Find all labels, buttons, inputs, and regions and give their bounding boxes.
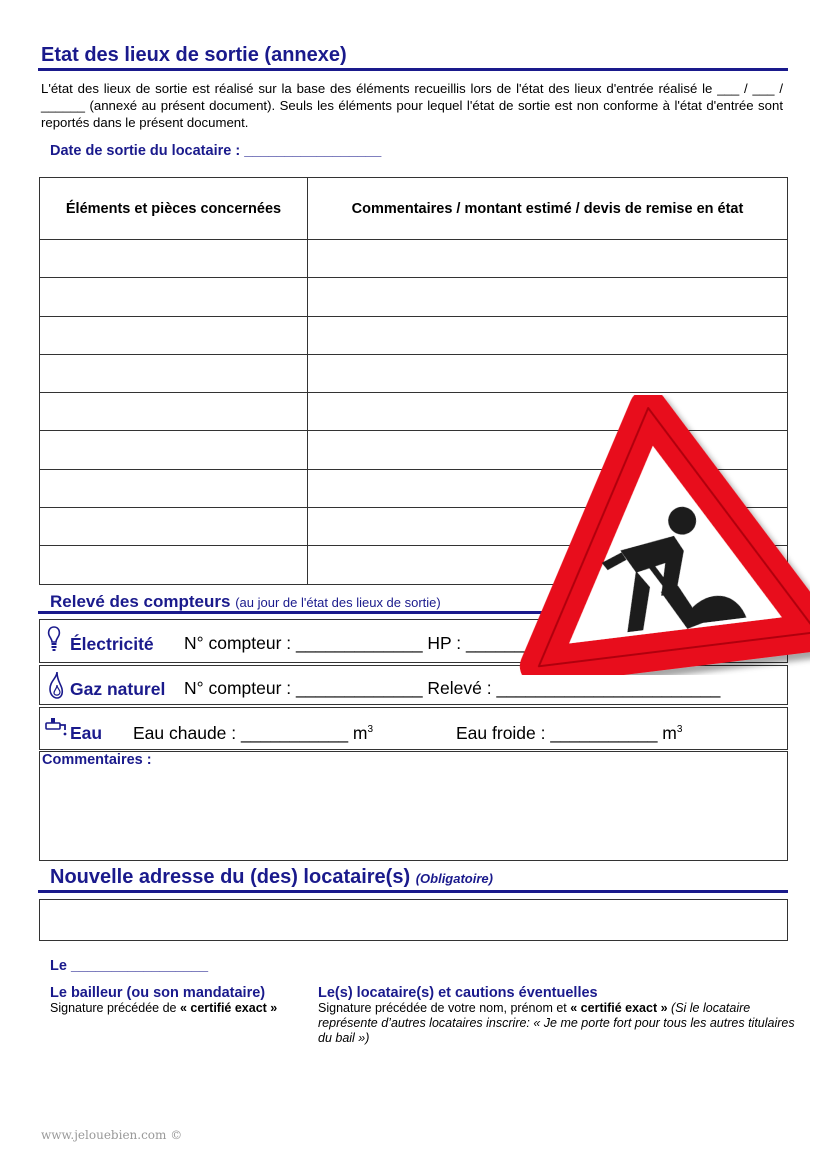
adresse-heading-note: (Obligatoire)	[415, 871, 493, 886]
commentaire-cell[interactable]	[308, 240, 788, 278]
eau-row[interactable]	[39, 707, 788, 750]
bailleur-heading: Le bailleur (ou son mandataire)	[50, 985, 266, 1001]
adresse-rule	[38, 890, 788, 893]
table-row	[40, 278, 788, 316]
element-cell[interactable]	[40, 431, 308, 469]
le-date-field[interactable]: Le _________________	[50, 958, 209, 974]
adresse-heading-text: Nouvelle adresse du (des) locataire(s)	[50, 866, 411, 888]
commentaire-cell[interactable]	[308, 316, 788, 354]
meters-heading-text: Relevé des compteurs	[50, 592, 231, 611]
locataires-signature-block	[318, 985, 798, 1046]
eau-chaude-text: Eau chaude : ___________ m	[133, 723, 368, 743]
table-row	[40, 240, 788, 278]
eau-chaude-field[interactable]	[133, 723, 373, 744]
eau-froide-field[interactable]	[456, 723, 682, 744]
eau-chaude-unit-exponent: 3	[367, 724, 374, 736]
commentaire-cell[interactable]	[308, 354, 788, 392]
table-row	[40, 354, 788, 392]
bailleur-instructions	[50, 1001, 310, 1016]
locataires-text-italic: (Si le locataire représente d’autres locataires inscrire: « Je me porte fort pour tous les autres titulaires du bail »)	[318, 1001, 795, 1045]
faucet-icon	[44, 717, 68, 742]
flame-icon	[48, 671, 64, 704]
element-cell[interactable]	[40, 508, 308, 546]
element-cell[interactable]	[40, 240, 308, 278]
electricite-label: Électricité	[70, 634, 154, 654]
meters-heading	[50, 592, 441, 612]
element-cell[interactable]	[40, 469, 308, 507]
date-sortie-field[interactable]: Date de sortie du locataire : _________________	[50, 143, 382, 159]
adresse-heading	[50, 866, 493, 889]
lightbulb-icon	[46, 626, 62, 657]
page-title: Etat des lieux de sortie (annexe)	[41, 44, 347, 66]
footer-copyright: www.jelouebien.com ©	[41, 1128, 183, 1142]
eau-froide-unit-exponent: 3	[676, 724, 683, 736]
element-cell[interactable]	[40, 278, 308, 316]
bailleur-text-plain: Signature précédée de	[50, 1001, 177, 1015]
table-row	[40, 316, 788, 354]
locataires-heading: Le(s) locataire(s) et cautions éventuelles	[318, 985, 598, 1001]
meters-heading-note: (au jour de l'état des lieux de sortie)	[235, 595, 441, 610]
intro-paragraph: L'état des lieux de sortie est réalisé sur la base des éléments recueillis lors de l'état des lieux d'entrée réalisé le ___ / ___ / ______ (annexé au présent document). Seuls les éléments pour lequel l'état de sortie est non conforme à l'état d'entrée sont reportés dans le présent document.	[41, 81, 783, 130]
eau-label: Eau	[70, 723, 103, 743]
adresse-field[interactable]	[39, 899, 788, 941]
column-header-commentaires: Commentaires / montant estimé / devis de remise en état	[308, 178, 788, 240]
bailleur-text-bold: « certifié exact »	[179, 1001, 278, 1015]
element-cell[interactable]	[40, 393, 308, 431]
commentaire-cell[interactable]	[308, 278, 788, 316]
gaz-label: Gaz naturel	[70, 679, 166, 699]
commentaires-label: Commentaires :	[42, 752, 152, 768]
element-cell[interactable]	[40, 546, 308, 584]
element-cell[interactable]	[40, 316, 308, 354]
eau-froide-text: Eau froide : ___________ m	[456, 723, 677, 743]
title-rule	[38, 68, 788, 71]
electricite-field[interactable]: N° compteur : _____________ HP : ______	[184, 633, 525, 653]
locataires-instructions	[318, 1001, 798, 1046]
element-cell[interactable]	[40, 354, 308, 392]
roadwork-warning-icon	[505, 395, 810, 675]
column-header-elements: Éléments et pièces concernées	[40, 178, 308, 240]
locataires-text-bold: « certifié exact »	[570, 1001, 668, 1015]
gaz-field[interactable]: N° compteur : _____________ Relevé : _______________________	[184, 678, 721, 698]
locataires-text-plain: Signature précédée de votre nom, prénom et	[318, 1001, 567, 1015]
bailleur-signature-block	[50, 985, 310, 1016]
